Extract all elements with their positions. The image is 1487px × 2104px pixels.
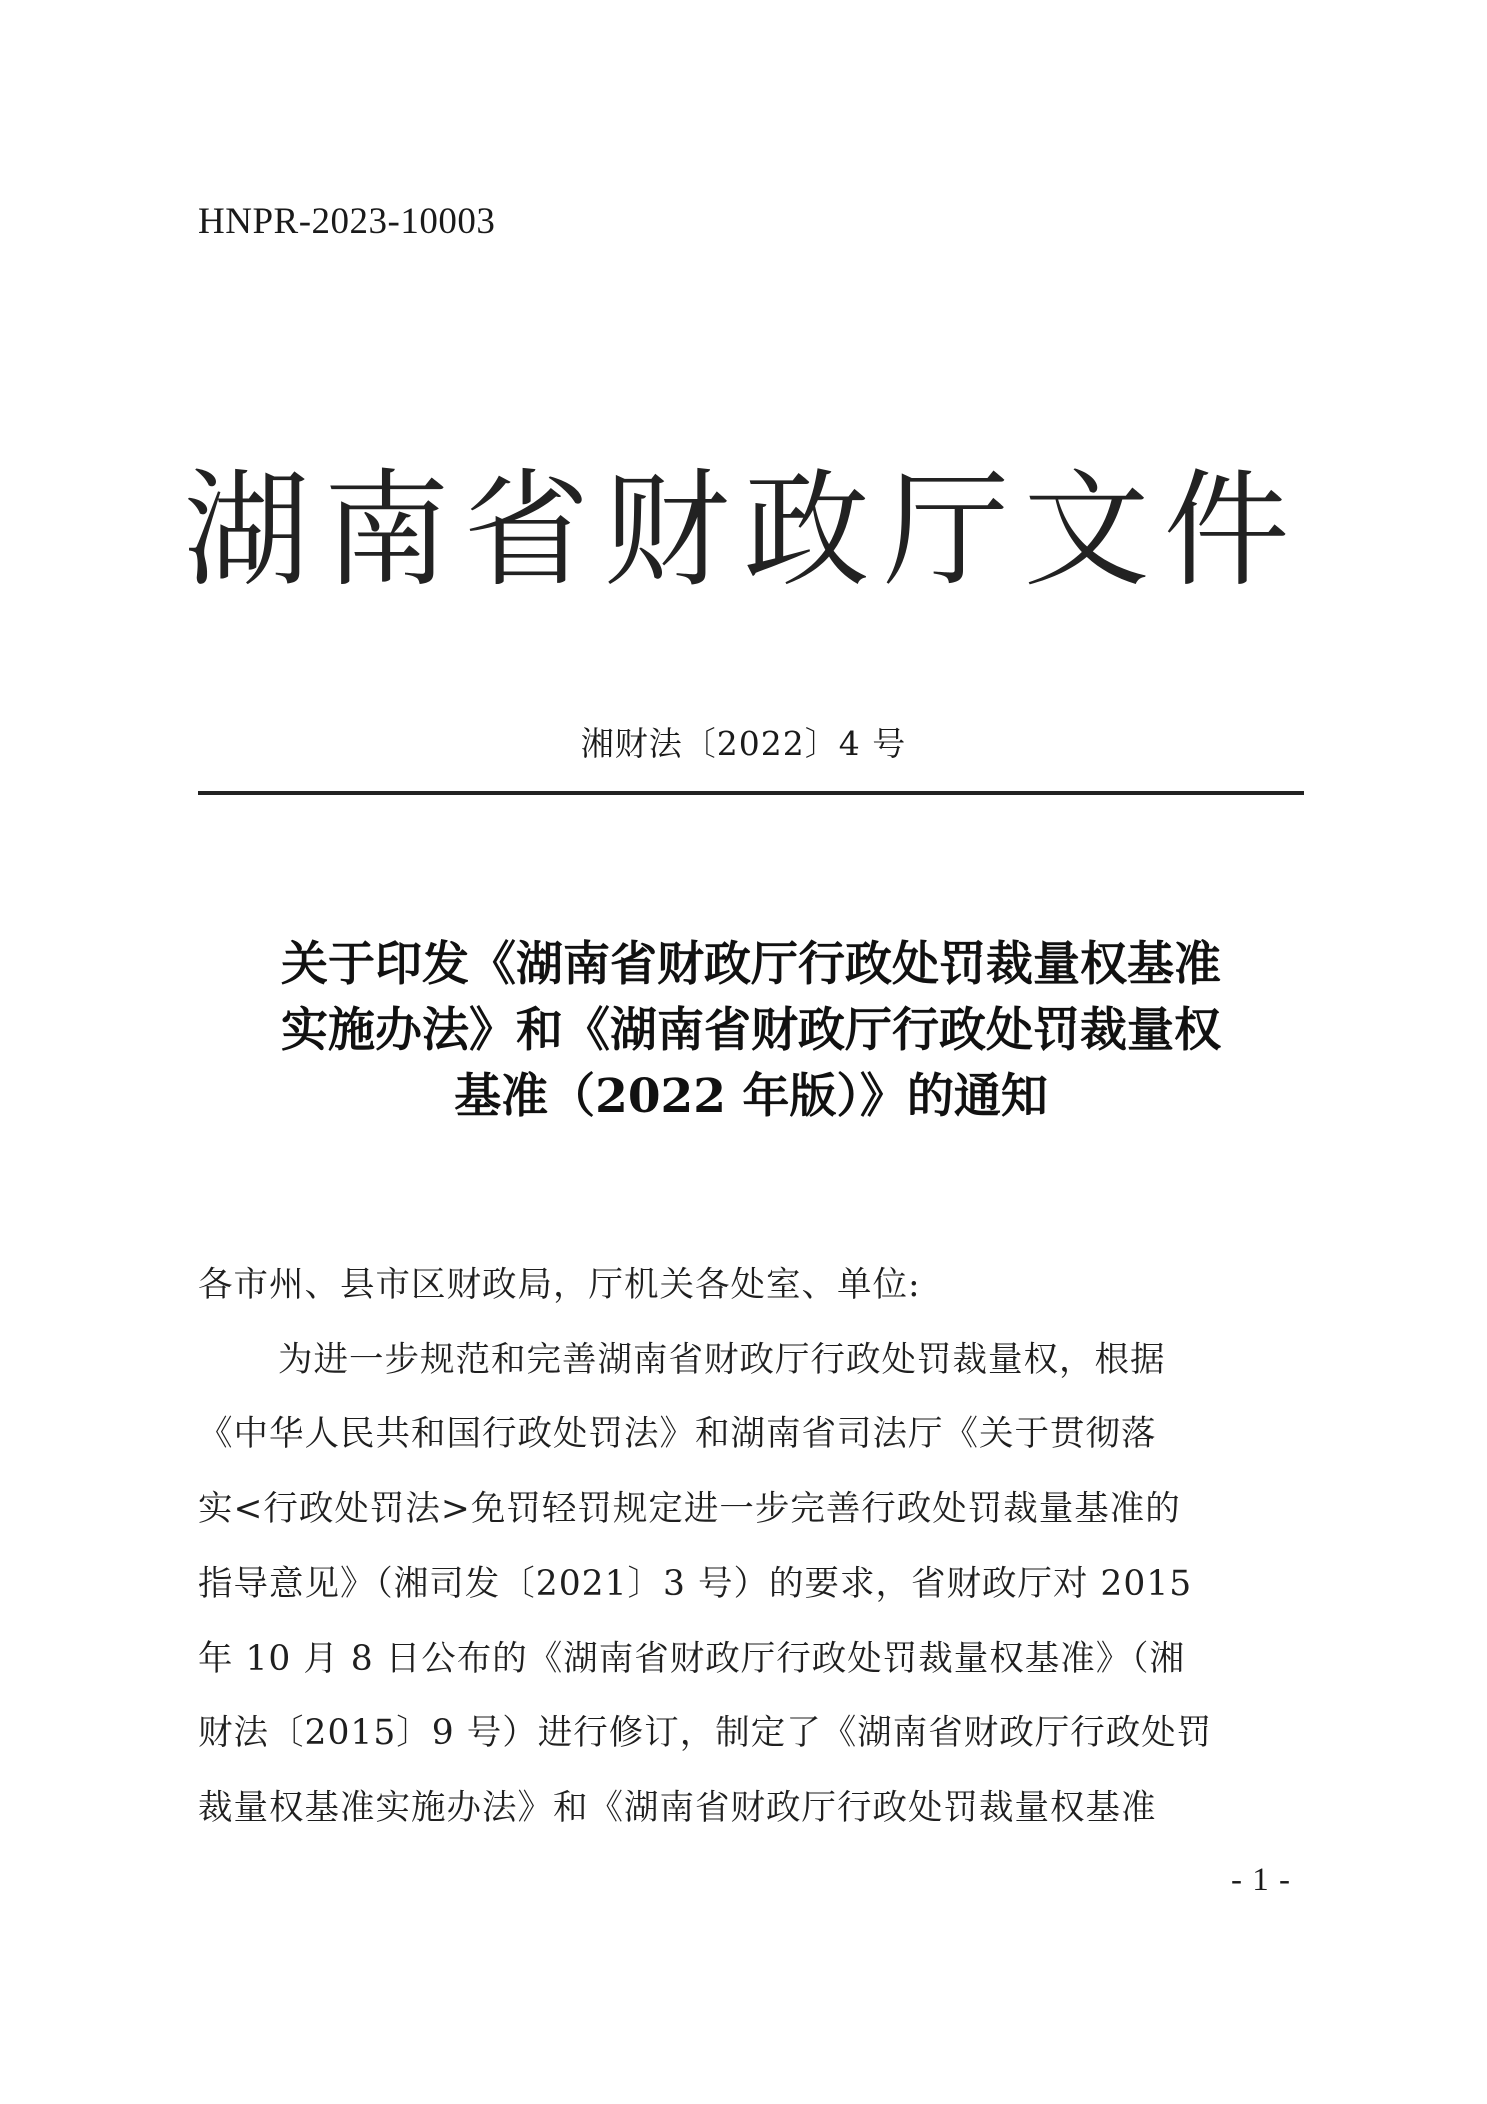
salutation: 各市州、县市区财政局，厅机关各处室、单位: [198,1265,921,1305]
document-code: HNPR-2023-10003 [198,201,496,242]
title-line: 基准（2022 年版）》的通知 [454,1069,1048,1124]
body-line: 为进一步规范和完善湖南省财政厅行政处罚裁量权，根据 [278,1339,1166,1380]
body-line: 《中华人民共和国行政处罚法》和湖南省司法厅《关于贯彻落 [198,1414,1157,1455]
body-line: 实<行政处罚法>免罚轻罚规定进一步完善行政处罚裁量基准的 [198,1489,1181,1530]
body-line: 财法〔2015〕9 号）进行修订，制定了《湖南省财政厅行政处罚 [198,1713,1213,1754]
body-line: 裁量权基准实施办法》和《湖南省财政厅行政处罚裁量权基准 [198,1787,1157,1828]
page-number: - 1 - [1231,1862,1291,1898]
title-line: 关于印发《湖南省财政厅行政处罚裁量权基准 [281,937,1221,992]
document-body [198,1248,1308,1846]
title-line: 实施办法》和《湖南省财政厅行政处罚裁量权 [281,1003,1221,1058]
body-line: 年 10 月 8 日公布的《湖南省财政厅行政处罚裁量权基准》（湘 [198,1638,1185,1679]
document-masthead: 湖南省财政厅文件 [183,457,1304,604]
issue-number: 湘财法〔2022〕4 号 [580,724,907,763]
header-divider [198,791,1304,795]
document-title [198,932,1304,1130]
body-line: 指导意见》（湘司发〔2021〕3 号）的要求，省财政厅对 2015 [198,1563,1193,1604]
